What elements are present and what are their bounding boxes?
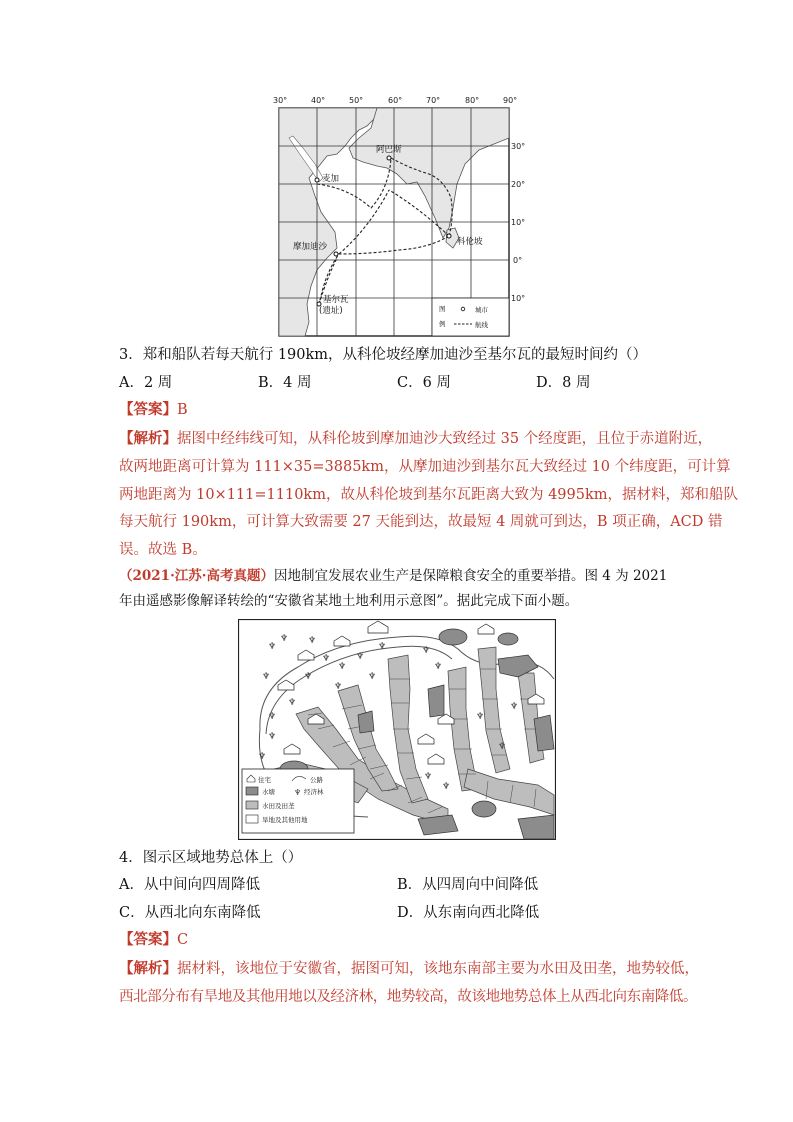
svg-text:♆: ♆ [378,642,387,652]
svg-text:♆: ♆ [510,702,519,712]
svg-text:♆: ♆ [498,742,507,752]
svg-text:♆: ♆ [338,662,347,672]
svg-text:♆: ♆ [334,682,343,692]
kilwa-label: 基尔瓦 [323,295,349,305]
svg-text:♆: ♆ [368,672,377,682]
legend-city: 城市 [475,306,488,314]
q3-analysis-line: 每天航行 190km，可计算大致需要 27 天能到达，故最短 4 周就可到达，B 项正确，ACD 错 [119,514,723,530]
q3-option-a: A．2 周 [119,375,173,391]
svg-text:♆: ♆ [258,752,267,762]
mecca-marker [315,178,319,182]
q4-option-c: C．从西北向东南降低 [119,905,261,921]
legend-paddy: 水田及田垄 [262,802,295,810]
q4-option-b: B．从四周向中间降低 [397,877,539,893]
q4-analysis-line [119,959,699,979]
svg-text:♆: ♆ [476,712,485,722]
top-tick: 40° [311,96,326,105]
hormuz-label: 阿巴斯 [376,145,402,155]
q3-analysis-line: 误。故选 B。 [119,542,207,558]
top-tick: 90° [503,96,518,105]
kilwa-note: (遗址) [319,306,343,316]
top-tick: 60° [388,96,403,105]
svg-text:♆: ♆ [268,712,277,722]
legend-route: 航线 [475,321,488,329]
q3-option-d: D．8 周 [536,375,591,391]
right-tick: 10° [511,218,526,227]
answer-value: B [177,402,188,418]
svg-text:♆: ♆ [322,654,331,664]
legend-title: 图 [439,305,446,313]
colombo-marker [447,234,451,238]
top-tick: 80° [465,96,480,105]
svg-text:♆: ♆ [288,698,297,708]
legend-pond: 水塘 [262,788,275,796]
q4-answer [119,930,188,950]
hormuz-marker [387,156,391,160]
svg-text:♆: ♆ [424,772,433,782]
passage-line: 年由遥感影像解译转绘的“安徽省某地土地利用示意图”。据此完成下面小题。 [119,593,579,609]
q4-analysis-line: 西北部分布有旱地及其他用地以及经济林，地势较高，故该地地势总体上从西北向东南降低。 [119,989,698,1005]
svg-text:♆: ♆ [262,672,271,682]
q4-option-d: D．从东南向西北降低 [397,905,540,921]
mecca-label: 麦加 [322,174,340,184]
source-tag: （2021·江苏·高考真题） [119,568,274,584]
answer-value: C [177,932,189,948]
right-tick: 0° [513,256,523,265]
right-tick: 20° [511,180,526,189]
legend-road: 公路 [310,776,323,784]
land-use-map [238,619,556,840]
answer-tag: 【答案】 [119,931,177,948]
legend-house: 住宅 [258,776,271,784]
q4-stem: 4．图示区域地势总体上（） [119,850,303,866]
mogadishu-label: 摩加迪沙 [293,242,328,252]
legend-forest: 经济林 [304,788,324,796]
svg-text:♆: ♆ [308,636,317,646]
q3-analysis-line [119,429,712,449]
q3-stem: 3．郑和船队若每天航行 190km，从科伦坡经摩加迪沙至基尔瓦的最短时间约（） [119,347,648,363]
svg-text:♆: ♆ [356,652,365,662]
q4-option-a: A．从中间向四周降低 [119,877,260,893]
svg-text:♆: ♆ [268,732,277,742]
svg-text:♆: ♆ [434,662,443,672]
legend-dryland: 旱地及其他用地 [262,816,308,824]
analysis-text: 据图中经纬线可知，从科伦坡到摩加迪沙大致经过 35 个经度距，且位于赤道附近， [177,431,713,447]
svg-text:♆: ♆ [422,646,431,656]
analysis-tag: 【解析】 [119,960,177,977]
top-tick: 50° [349,96,364,105]
right-tick: 30° [511,142,526,151]
right-tick: 10° [511,294,526,303]
passage-text: 因地制宜发展农业生产是保障粮食安全的重要举措。图 4 为 2021 [273,568,668,584]
q3-analysis-line: 故两地距离可计算为 111×35=3885km，从摩加迪沙到基尔瓦大致经过 10 个纬度距，可计算 [119,459,731,475]
colombo-label: 科伦坡 [457,237,483,247]
q3-option-c: C．6 周 [397,375,451,391]
svg-text:♆: ♆ [280,634,289,644]
svg-text:♆: ♆ [268,642,277,652]
voyage-map [270,94,530,339]
analysis-text: 据材料，该地位于安徽省，据图可知，该地东南部主要为水田及田垄，地势较低， [177,961,699,977]
passage-line [119,566,667,586]
answer-tag: 【答案】 [119,401,177,418]
q3-option-b: B．4 周 [258,375,312,391]
svg-text:♆: ♆ [442,782,451,792]
svg-text:♆: ♆ [294,788,302,797]
analysis-tag: 【解析】 [119,430,177,447]
mogadishu-marker [334,252,338,256]
svg-text:♆: ♆ [304,672,313,682]
q3-answer [119,400,188,420]
legend-title: 例 [439,320,446,328]
top-tick: 30° [273,96,288,105]
q3-analysis-line: 两地距离为 10×111=1110km，故从科伦坡到基尔瓦距离大致为 4995km，据材料，郑和船队 [119,487,739,503]
top-tick: 70° [426,96,441,105]
